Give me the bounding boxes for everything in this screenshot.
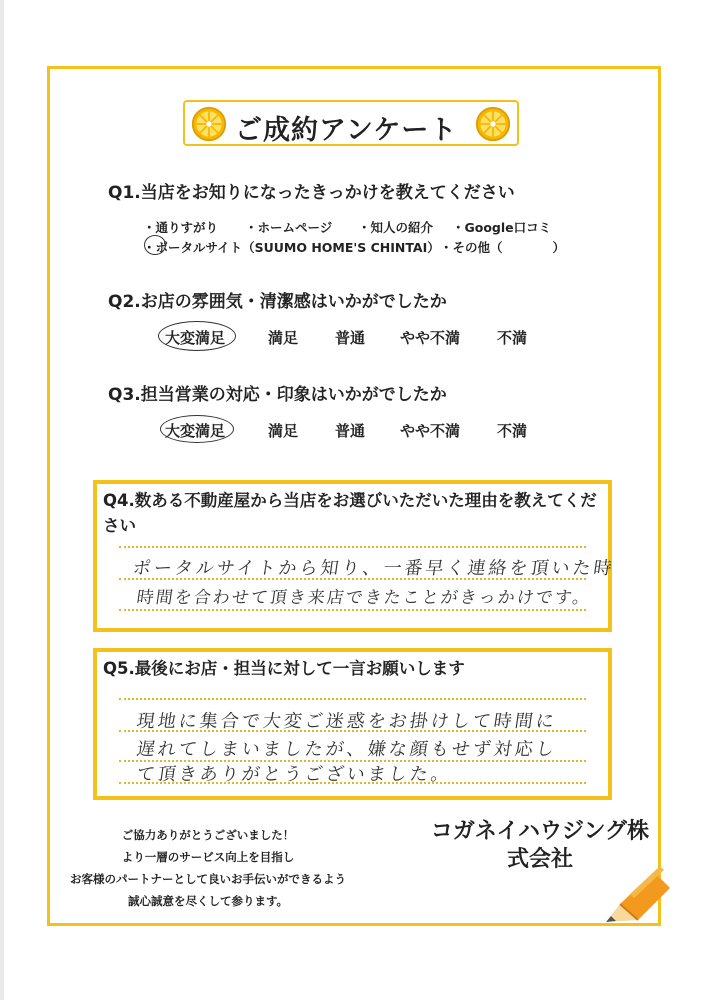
q3-rating-selected[interactable]: 大変満足 bbox=[165, 422, 226, 440]
q1-option[interactable]: ・知人の紹介 bbox=[358, 220, 434, 235]
scan-edge bbox=[0, 0, 4, 1000]
q2-rating[interactable]: 不満 bbox=[497, 329, 528, 347]
lemon-slice-icon bbox=[475, 106, 511, 142]
q2-rating-selected[interactable]: 大変満足 bbox=[165, 329, 226, 347]
q1-option[interactable]: ・ホームページ bbox=[245, 220, 333, 235]
answer-rule bbox=[119, 609, 586, 611]
q1-option[interactable]: ・Google口コミ bbox=[452, 220, 552, 235]
thanks-message bbox=[58, 824, 358, 912]
q3-rating[interactable]: やや不満 bbox=[400, 422, 461, 440]
q4-answer-line[interactable]: 時間を合わせて頂き来店できたことがきっかけです。 bbox=[135, 588, 593, 608]
q3-question: Q3.担当営業の対応・印象はいかがでしたか bbox=[108, 385, 447, 405]
q5-question: Q5.最後にお店・担当に対して一言お願いします bbox=[103, 659, 465, 678]
thanks-line: ご協力ありがとうございました！ bbox=[121, 828, 295, 842]
selection-mark bbox=[158, 321, 236, 351]
q4-box bbox=[93, 480, 617, 632]
q5-box bbox=[93, 648, 612, 800]
q1-option[interactable]: ・その他（ ） bbox=[440, 240, 566, 255]
thanks-line: お客様のパートナーとして良いお手伝いができるよう bbox=[70, 872, 346, 886]
thanks-line: より一層のサービス向上を目指し bbox=[121, 850, 295, 864]
q3-rating[interactable]: 普通 bbox=[335, 422, 366, 440]
company-line: 式会社 bbox=[506, 847, 573, 872]
q3-rating[interactable]: 満足 bbox=[268, 422, 299, 440]
selection-mark bbox=[144, 235, 166, 255]
q3-rating[interactable]: 不満 bbox=[497, 422, 528, 440]
q1-option[interactable]: ・通りすがり bbox=[143, 220, 219, 235]
answer-rule bbox=[119, 698, 586, 700]
answer-rule bbox=[119, 546, 586, 548]
q4-answer-line[interactable]: ポータルサイトから知り、一番早く連絡を頂いた時 bbox=[131, 558, 617, 579]
q2-question: Q2.お店の雰囲気・清潔感はいかがでしたか bbox=[108, 292, 447, 312]
q2-rating[interactable]: 普通 bbox=[335, 329, 366, 347]
pencil-icon bbox=[598, 858, 670, 930]
lemon-slice-icon bbox=[191, 106, 227, 142]
q1-option-selected[interactable]: ・ポータルサイト（SUUMO HOME'S CHINTAI） bbox=[143, 240, 440, 255]
q5-answer-line[interactable]: 遅れてしまいましたが、嫌な顔もせず対応し bbox=[135, 739, 559, 760]
q2-rating[interactable]: やや不満 bbox=[400, 329, 461, 347]
title-box bbox=[183, 100, 519, 146]
q5-answer-line[interactable]: 現地に集合で大変ご迷惑をお掛けして時間に bbox=[135, 711, 559, 732]
q1-question: Q1.当店をお知りになったきっかけを教えてください bbox=[108, 183, 515, 203]
q5-answer-line[interactable]: て頂きありがとうございました。 bbox=[135, 764, 454, 785]
company-line: コガネイハウジング株 bbox=[430, 819, 650, 844]
thanks-line: 誠心誠意を尽くして参ります。 bbox=[127, 894, 289, 908]
page-title: ご成約アンケート bbox=[235, 115, 458, 146]
q2-rating[interactable]: 満足 bbox=[268, 329, 299, 347]
q4-question: Q4.数ある不動産屋から当店をお選びいただいた理由を教えてください bbox=[103, 491, 597, 535]
selection-mark bbox=[160, 415, 234, 443]
